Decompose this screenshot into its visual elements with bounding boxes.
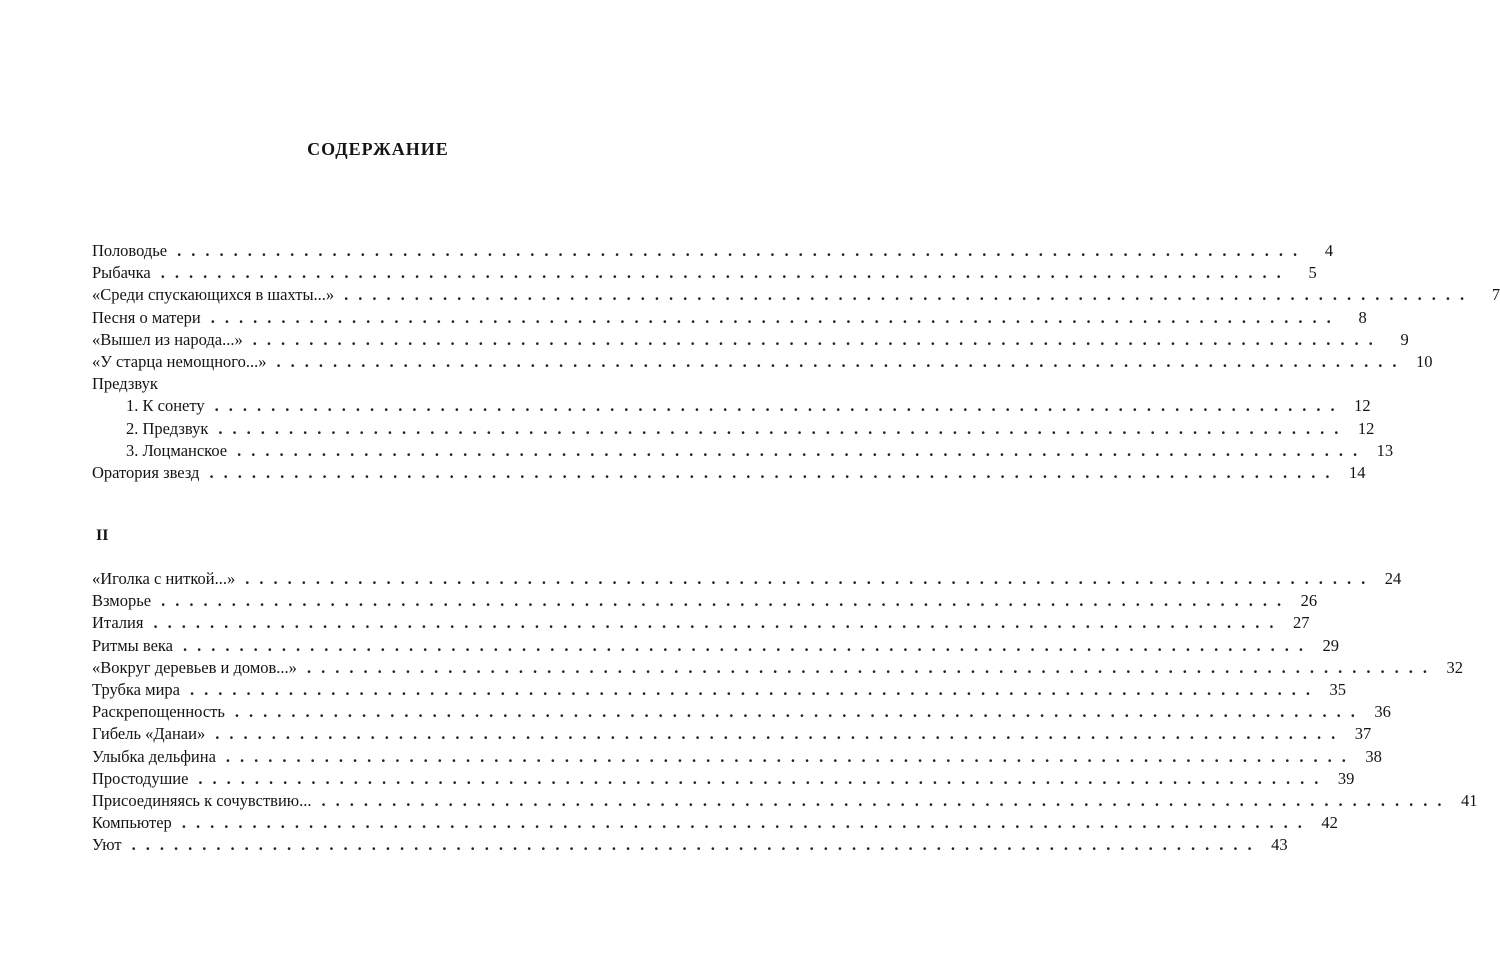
- toc-entry-title: «Иголка с ниткой...»: [92, 569, 236, 588]
- toc-entry-page: 38: [1365, 746, 1382, 766]
- toc-dot-leader: ................................................................................: [234, 702, 1365, 722]
- toc-entry: [92, 284, 1500, 306]
- toc-entry-page: 36: [1374, 702, 1391, 722]
- toc-entry-title: «У старца немощного...»: [92, 351, 267, 371]
- toc-entry-title: Улыбка дельфина: [92, 746, 216, 766]
- toc-entry-title: Песня о матери: [92, 307, 201, 327]
- toc-dot-leader: ................................................................................: [181, 813, 1312, 833]
- toc-entry: [92, 790, 1478, 812]
- toc-entry: [92, 418, 1375, 440]
- page-title: СОДЕРЖАНИЕ: [307, 139, 449, 159]
- toc-dot-leader: ................................................................................: [198, 768, 1329, 788]
- toc-entry-page: 27: [1292, 613, 1310, 633]
- toc-entry-title: 3. Лоцманское: [126, 440, 228, 460]
- toc-entry: [92, 395, 1371, 417]
- toc-dot-leader: ................................................................................: [153, 613, 1284, 633]
- section-numeral-two: II: [96, 527, 109, 544]
- toc-entry-page: 12: [1357, 418, 1375, 438]
- toc-entry: [92, 723, 1372, 745]
- toc-entry: [92, 373, 620, 395]
- toc-dot-leader: ................................................................................: [252, 329, 1383, 349]
- toc-entry-title: Ритмы века: [92, 635, 173, 655]
- toc-entry: [92, 329, 1409, 351]
- toc-entry-page: 37: [1354, 724, 1372, 744]
- toc-entry-page: 12: [1354, 396, 1371, 416]
- toc-entry-title: 2. Предзвук: [126, 418, 209, 438]
- toc-entry-page: 14: [1348, 462, 1366, 482]
- toc-entry-title: Предзвук: [92, 374, 158, 394]
- toc-dot-leader: ................................................................................: [321, 790, 1452, 810]
- toc-entry: [92, 834, 1288, 856]
- toc-entry-page: 41: [1460, 790, 1478, 810]
- toc-entry-title: «Вышел из народа...»: [92, 329, 243, 349]
- toc-entry-page: 26: [1300, 591, 1318, 611]
- toc-dot-leader: ................................................................................: [215, 724, 1346, 744]
- toc-entry-title: Присоединяясь к сочувствию...: [92, 790, 312, 810]
- toc-entry: [92, 440, 1394, 462]
- toc-entry-page: 8: [1358, 307, 1367, 327]
- toc-dot-leader: ................................................................................: [306, 657, 1437, 677]
- toc-entry-title: Италия: [92, 613, 144, 633]
- toc-entry-title: Оратория звезд: [92, 462, 200, 482]
- toc-dot-leader: ................................................................................: [161, 591, 1292, 611]
- toc-entry-page: 7: [1491, 285, 1500, 305]
- toc-entry-title: Компьютер: [92, 813, 172, 833]
- toc-dot-leader: ................................................................................: [182, 635, 1313, 655]
- toc-entry: [92, 701, 1391, 723]
- toc-entry-page: 10: [1416, 351, 1433, 371]
- toc-entry: [92, 812, 1338, 834]
- toc-entry-page: 24: [1384, 569, 1402, 588]
- toc-entry-title: Рыбачка: [92, 263, 151, 283]
- toc-entry-page: 4: [1324, 241, 1334, 260]
- toc-entry-title: Взморье: [92, 591, 152, 611]
- toc-entry-page: 9: [1400, 329, 1409, 349]
- toc-dot-leader: ................................................................................: [276, 351, 1407, 371]
- toc-entry-title: 1. К сонету: [126, 396, 205, 416]
- toc-entry: [92, 657, 1463, 679]
- toc-dot-leader: ................................................................................: [209, 462, 1340, 482]
- toc-dot-leader: ................................................................................: [218, 418, 1349, 438]
- toc-entry-title: «Среди спускающихся в шахты...»: [92, 285, 335, 305]
- toc-entry-title: «Вокруг деревьев и домов...»: [92, 657, 297, 677]
- toc-dot-leader: ................................................................................: [344, 285, 1475, 305]
- toc-entry: [92, 307, 1367, 329]
- toc-entry: [92, 612, 1310, 634]
- toc-dot-leader: ................................................................................: [245, 569, 1376, 588]
- toc-entry-page: 43: [1271, 835, 1288, 855]
- toc-entry: [92, 568, 1402, 590]
- toc-entry: [92, 635, 1339, 657]
- toc-section-one: [92, 240, 1500, 484]
- toc-entry-page: 35: [1329, 679, 1346, 699]
- toc-entry-title: Половодье: [92, 241, 168, 260]
- toc-entry: [92, 590, 1318, 612]
- toc-entry-title: Уют: [92, 835, 122, 855]
- toc-entry-title: Раскрепощенность: [92, 702, 225, 722]
- toc-dot-leader: ................................................................................: [225, 746, 1356, 766]
- toc-entry-page: 29: [1322, 635, 1339, 655]
- toc-dot-leader: ................................................................................: [177, 241, 1308, 260]
- toc-dot-leader: ................................................................................: [160, 263, 1291, 283]
- toc-dot-leader: ................................................................................: [131, 835, 1262, 855]
- toc-entry-page: 42: [1321, 813, 1338, 833]
- toc-section-two: [92, 568, 1478, 856]
- toc-dot-leader: ................................................................................: [237, 440, 1368, 460]
- toc-entry: [92, 679, 1346, 701]
- toc-entry-title: Трубка мира: [92, 679, 180, 699]
- toc-entry: [92, 462, 1366, 484]
- toc-entry-page: 5: [1308, 263, 1317, 283]
- toc-dot-leader: ................................................................................: [189, 679, 1320, 699]
- toc-entry: [92, 768, 1355, 790]
- toc-entry-page: 39: [1337, 768, 1355, 788]
- toc-entry: [92, 746, 1382, 768]
- toc-dot-leader: ................................................................................: [214, 396, 1345, 416]
- toc-entry: [92, 240, 1334, 262]
- toc-entry-title: Гибель «Данаи»: [92, 724, 206, 744]
- toc-entry: [92, 262, 1317, 284]
- toc-entry-title: Простодушие: [92, 768, 189, 788]
- toc-entry-page: 13: [1376, 440, 1394, 460]
- toc-entry-page: 32: [1446, 657, 1463, 677]
- toc-entry: [92, 351, 1433, 373]
- toc-dot-leader: ................................................................................: [210, 307, 1341, 327]
